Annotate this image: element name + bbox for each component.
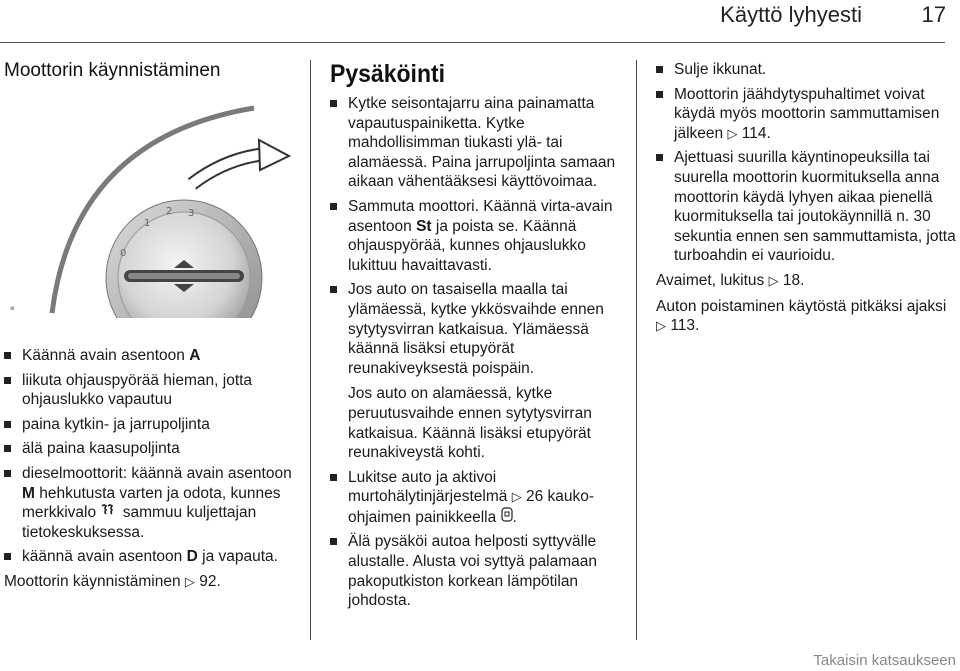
cross-reference[interactable]: Auton poistaminen käytöstä pitkäksi ajaksi ▷ 113.	[656, 297, 947, 335]
cross-reference[interactable]: Moottorin käynnistäminen ▷ 92.	[4, 572, 221, 590]
ignition-switch-figure	[4, 98, 294, 318]
triangle-right-icon: ▷	[768, 272, 779, 288]
parking-steps-list	[330, 94, 630, 611]
list-item: Sulje ikkunat.	[656, 60, 956, 80]
figure-corner-mark: ▪	[10, 304, 15, 312]
list-item: Ajettuasi suurilla käyntinopeuksilla tai suurella moottorin kuormituksella anna moottorin käydä lyhyen aikaa pienellä kuormituksella tai joutokäynnillä n. 30 sekuntia ennen sen sammuttamista, jotta turboahdin ei vaurioidu.	[656, 148, 956, 266]
triangle-right-icon: ▷	[511, 489, 522, 505]
list-item: Kytke seisontajarru aina painamatta vapautuspainiketta. Kytke mahdollisimman tiukasti ylä- tai alamäessä. Paina jarrupoljinta samaan aikaan vähentääksesi käyttövoimaa.	[330, 94, 630, 192]
column-divider-2	[636, 60, 637, 640]
list-item: Älä pysäköi autoa helposti syttyvälle alustalle. Alusta voi syttyä palamaan pakoputkiston korkean lämpötilan johdosta.	[330, 532, 630, 610]
page-header	[0, 0, 960, 44]
list-item: liikuta ohjauspyörää hieman, jotta ohjauslukko vapautuu	[4, 371, 294, 410]
glow-plug-icon	[100, 503, 118, 523]
starting-steps-list	[4, 346, 294, 567]
list-item: käännä avain asentoon D ja vapauta.	[4, 547, 294, 567]
position-mark-3: 3	[188, 208, 195, 219]
position-mark-2: 2	[166, 206, 173, 217]
position-mark-0: 0	[120, 248, 127, 259]
column-parking	[330, 60, 630, 616]
triangle-right-icon: ▷	[727, 125, 738, 141]
header-divider	[0, 42, 945, 43]
list-item: älä paina kaasupoljinta	[4, 439, 294, 459]
lock-button-icon	[501, 507, 513, 528]
back-to-overview-link[interactable]: Takaisin katsaukseen	[813, 652, 956, 669]
triangle-right-icon: ▷	[656, 318, 666, 334]
column-starting-engine	[4, 60, 294, 598]
column-parking-continued	[656, 60, 956, 342]
column-divider-1	[310, 60, 311, 640]
section-heading-starting: Moottorin käynnistäminen	[4, 60, 221, 81]
list-item: Sammuta moottori. Käännä virta-avain asentoon St ja poista se. Käännä ohjauspyörää, kunnes ohjauslukko lukittuu havaittavasti.	[330, 197, 630, 275]
cross-reference[interactable]: Avaimet, lukitus ▷ 18.	[656, 271, 805, 289]
page-number: 17	[921, 2, 946, 27]
list-item: dieselmoottorit: käännä avain asentoon M hehkutusta varten ja odota, kunnes merkkivalo sammuu kuljettajan tietokeskuksessa.	[4, 464, 294, 542]
list-item: Lukitse auto ja aktivoi murtohälytinjärjestelmä ▷ 26 kauko-ohjaimen painikkeella .	[330, 468, 630, 528]
section-heading-parking: Pysäköinti	[330, 60, 446, 88]
list-item: Käännä avain asentoon A	[4, 346, 294, 366]
header-title: Käyttö lyhyesti	[720, 2, 862, 27]
list-item: Moottorin jäähdytyspuhaltimet voivat käydä myös moottorin sammuttamisen jälkeen ▷ 114.	[656, 85, 956, 144]
position-mark-1: 1	[144, 218, 151, 229]
list-item: Jos auto on tasaisella maalla tai ylämäessä, kytke ykkösvaihde ennen sytytysvirran katkaisua. Ylämäessä käännä lisäksi etupyörät reunakiveyksestä poispäin. Jos auto on alamäessä, kytke peruutusvaihde ennen sytytysvirran katkaisua. Käännä lisäksi etupyörät reunakiveystä kohti.	[330, 280, 630, 462]
triangle-right-icon: ▷	[184, 573, 195, 589]
parking-notes-list	[656, 60, 956, 266]
ignition-switch-illustration	[4, 98, 294, 318]
list-item: paina kytkin- ja jarrupoljinta	[4, 415, 294, 435]
